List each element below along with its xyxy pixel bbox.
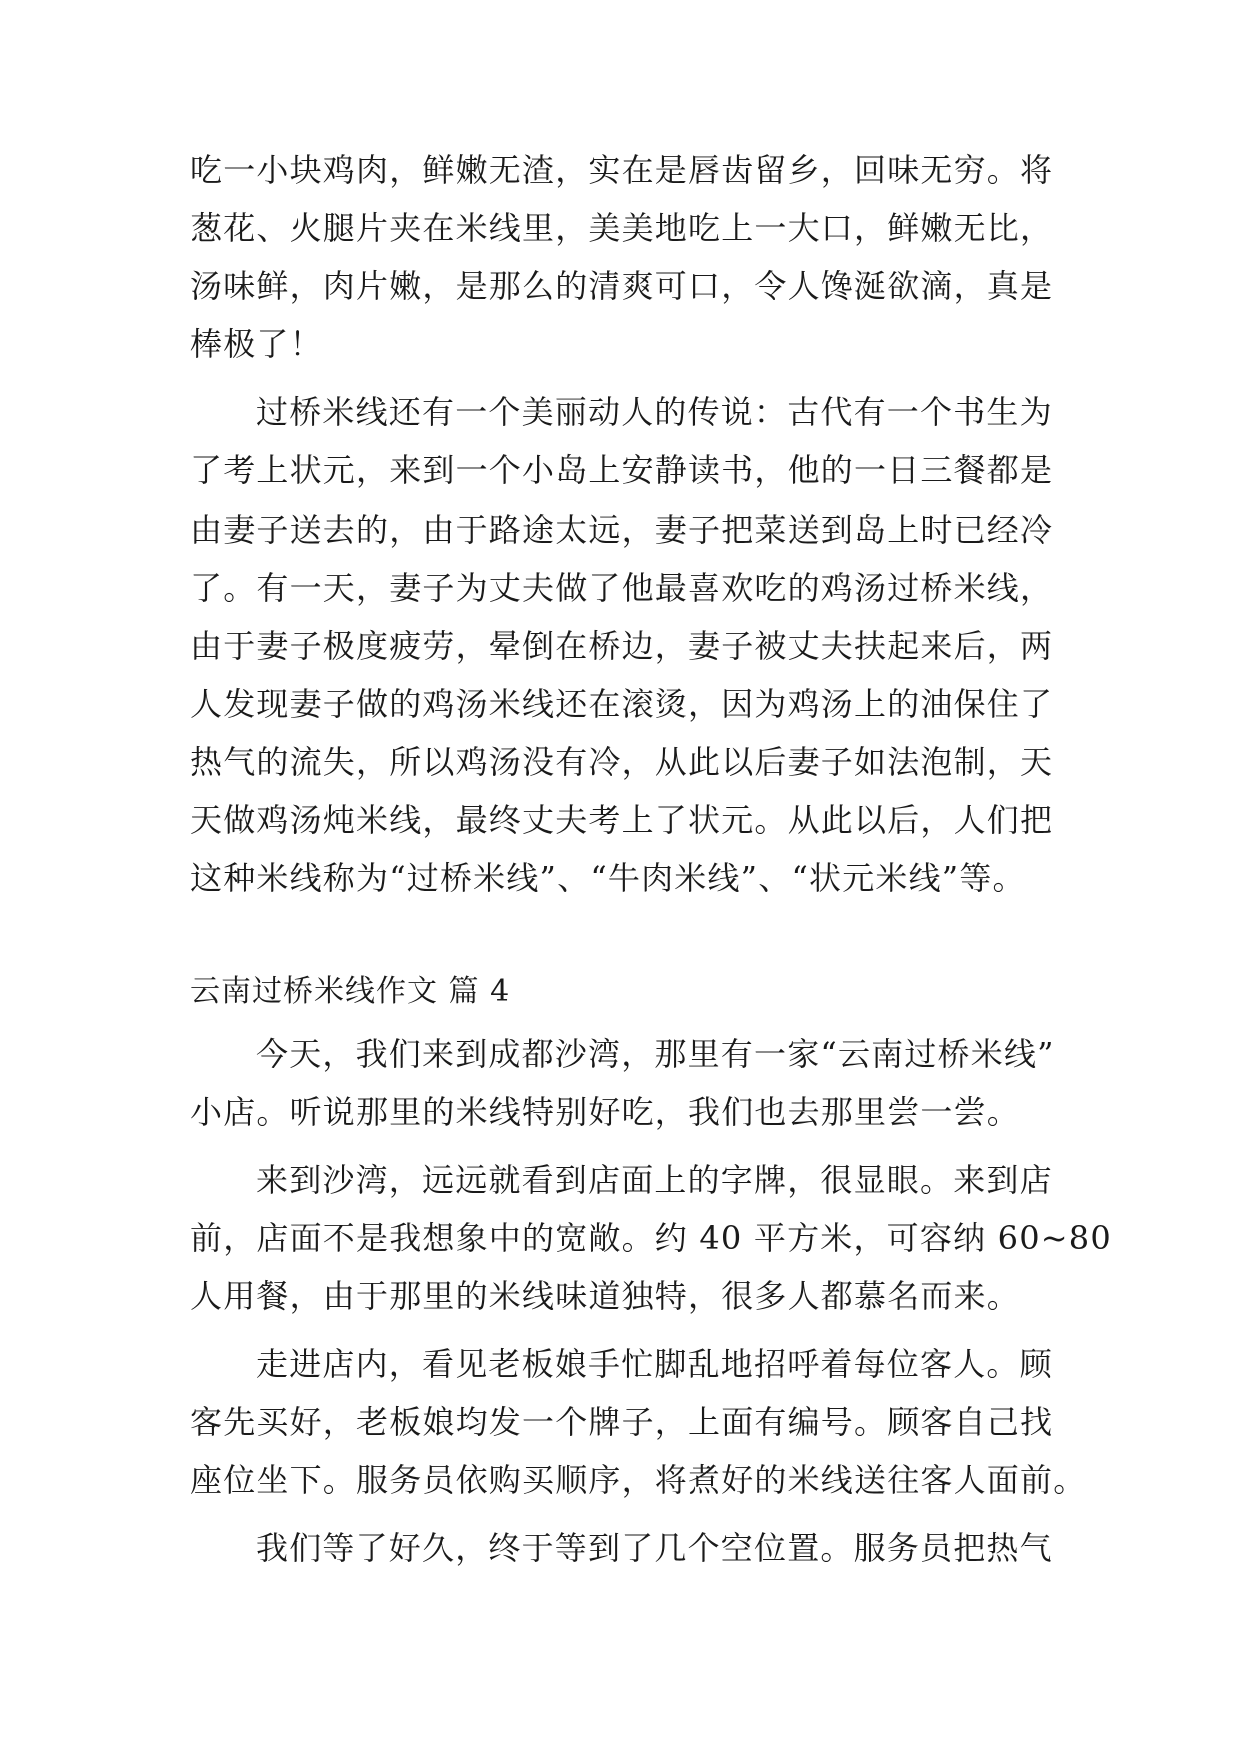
text-line: 前，店面不是我想象中的宽敞。约 40 平方米，可容纳 60~80: [190, 1219, 1112, 1257]
text-line: 由妻子送去的，由于路途太远，妻子把菜送到岛上时已经冷: [190, 511, 1054, 549]
text-line: 客先买好，老板娘均发一个牌子，上面有编号。顾客自己找: [190, 1403, 1054, 1441]
text-line: 了考上状元，来到一个小岛上安静读书，他的一日三餐都是: [190, 451, 1054, 489]
text-line: 天做鸡汤炖米线，最终丈夫考上了状元。从此以后，人们把: [190, 801, 1054, 839]
text-line: 今天，我们来到成都沙湾，那里有一家“云南过桥米线”: [256, 1035, 1055, 1073]
text-line: 小店。听说那里的米线特别好吃，我们也去那里尝一尝。: [190, 1093, 1021, 1131]
text-line: 座位坐下。服务员依购买顺序，将煮好的米线送往客人面前。: [190, 1461, 1087, 1499]
text-line: 过桥米线还有一个美丽动人的传说：古代有一个书生为: [256, 393, 1053, 431]
text-line: 来到沙湾，远远就看到店面上的字牌，很显眼。来到店: [256, 1161, 1053, 1199]
text-line: 这种米线称为“过桥米线”、“牛肉米线”、“状元米线”等。: [190, 859, 1026, 897]
text-line: 人发现妻子做的鸡汤米线还在滚烫，因为鸡汤上的油保住了: [190, 685, 1054, 723]
text-line: 葱花、火腿片夹在米线里，美美地吃上一大口，鲜嫩无比，: [190, 209, 1054, 247]
text-line: 热气的流失，所以鸡汤没有冷，从此以后妻子如法泡制，天: [190, 743, 1054, 781]
text-line: 汤味鲜，肉片嫩，是那么的清爽可口，令人馋涎欲滴，真是: [190, 267, 1054, 305]
text-line: 人用餐，由于那里的米线味道独特，很多人都慕名而来。: [190, 1277, 1021, 1315]
text-line: 走进店内，看见老板娘手忙脚乱地招呼着每位客人。顾: [256, 1345, 1053, 1383]
text-line: 了。有一天，妻子为丈夫做了他最喜欢吃的鸡汤过桥米线，: [190, 569, 1054, 607]
section-heading: 云南过桥米线作文 篇 4: [190, 974, 511, 1009]
text-line: 棒极了！: [190, 325, 323, 363]
text-line: 由于妻子极度疲劳，晕倒在桥边，妻子被丈夫扶起来后，两: [190, 627, 1054, 665]
text-line: 我们等了好久，终于等到了几个空位置。服务员把热气: [256, 1529, 1053, 1567]
text-line: 吃一小块鸡肉，鲜嫩无渣，实在是唇齿留乡，回味无穷。将: [190, 151, 1054, 189]
